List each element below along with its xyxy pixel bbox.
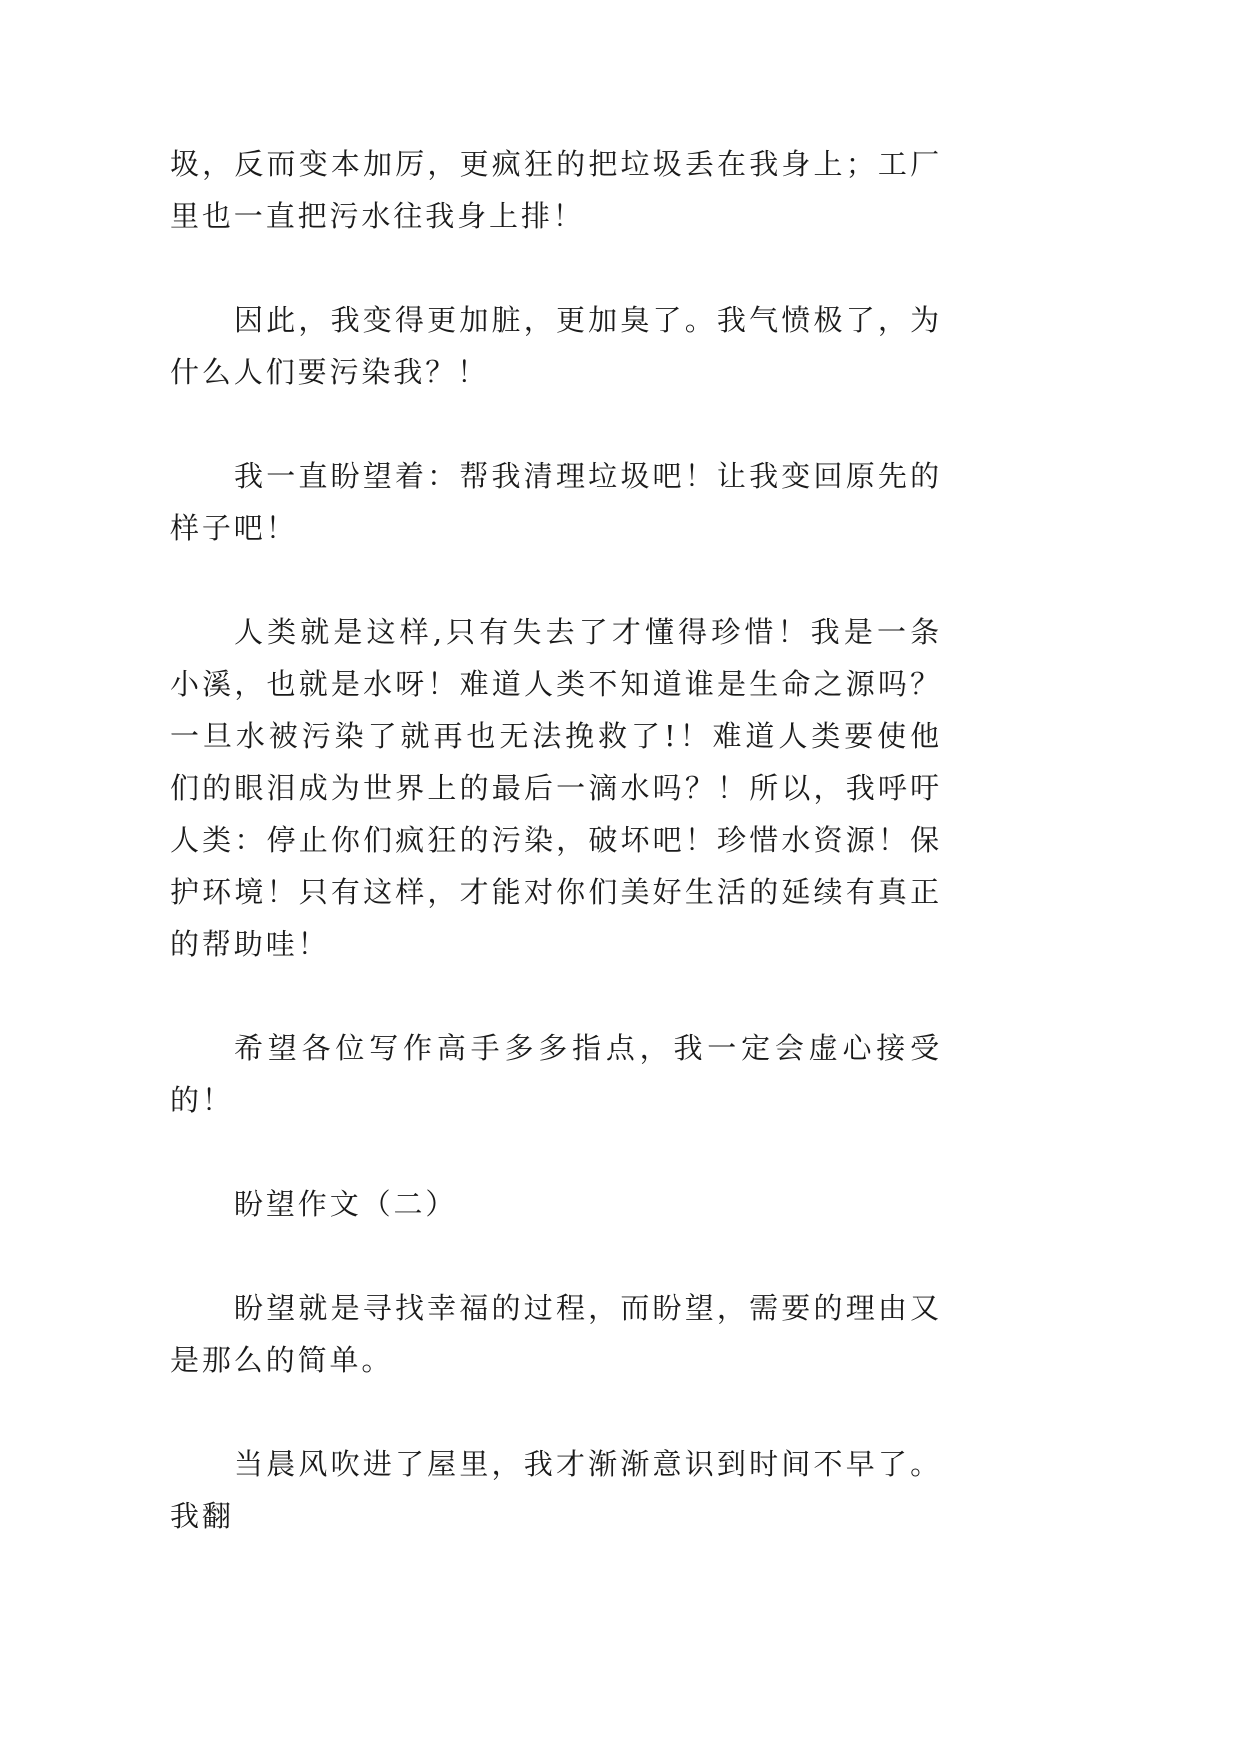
paragraph: 盼望就是寻找幸福的过程，而盼望，需要的理由又是那么的简单。 xyxy=(170,1291,942,1377)
document-body xyxy=(170,138,942,1594)
paragraph-continuation: 圾，反而变本加厉，更疯狂的把垃圾丢在我身上；工厂里也一直把污水往我身上排！ xyxy=(170,147,942,233)
paragraph: 当晨风吹进了屋里，我才渐渐意识到时间不早了。我翻 xyxy=(170,1447,942,1533)
section-title: 盼望作文（二） xyxy=(234,1187,458,1221)
paragraph: 希望各位写作高手多多指点，我一定会虚心接受的！ xyxy=(170,1031,942,1117)
paragraph: 人类就是这样,只有失去了才懂得珍惜！我是一条小溪，也就是水呀！难道人类不知道谁是生命之源吗？一旦水被污染了就再也无法挽救了!！难道人类要使他们的眼泪成为世界上的最后一滴水吗？！所以，我呼吁人类：停止你们疯狂的污染，破坏吧！珍惜水资源！保护环境！只有这样，才能对你们美好生活的延续有真正的帮助哇！ xyxy=(170,615,942,961)
paragraph: 因此，我变得更加脏，更加臭了。我气愤极了，为什么人们要污染我？！ xyxy=(170,303,942,389)
paragraph: 我一直盼望着：帮我清理垃圾吧！让我变回原先的样子吧！ xyxy=(170,459,942,545)
